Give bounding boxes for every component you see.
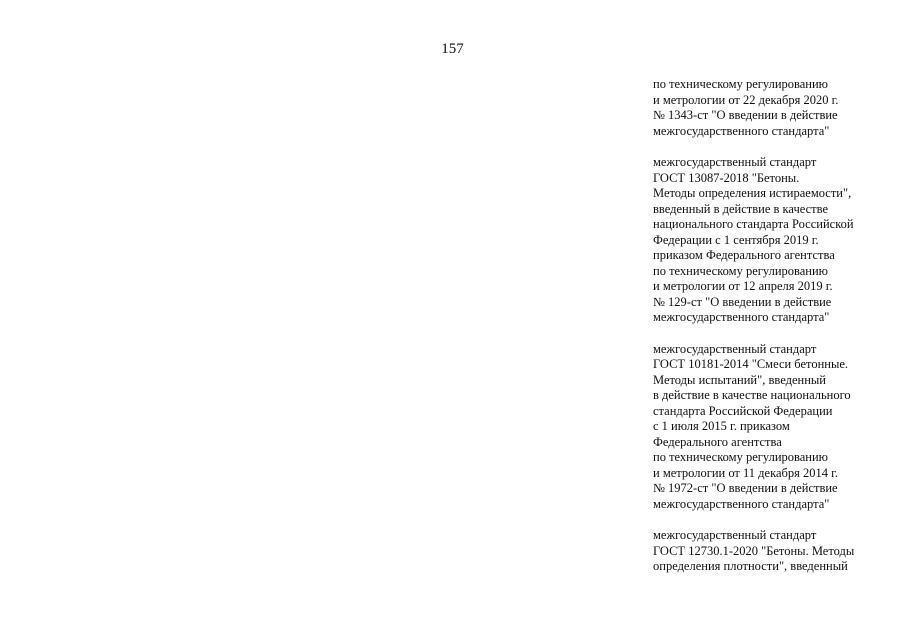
text-line: введенный в действие в качестве: [653, 201, 829, 216]
text-line: ГОСТ 12730.1-2020 "Бетоны. Методы: [653, 543, 855, 558]
text-line: № 1343-ст "О введении в действие: [653, 108, 838, 122]
text-line: межгосударственного стандарта": [653, 310, 830, 324]
text-line: Методы определения истираемости",: [653, 186, 852, 200]
text-line: ГОСТ 13087-2018 "Бетоны.: [653, 170, 800, 185]
text-line: в действие в качестве национального: [653, 388, 851, 402]
text-block-3: [653, 342, 893, 513]
text-line: межгосударственный стандарт: [653, 341, 817, 356]
page-number: 157: [441, 41, 464, 57]
text-line: межгосударственный стандарт: [653, 528, 817, 542]
text-block-1: [653, 77, 893, 139]
text-line: стандарта Российской Федерации: [653, 403, 833, 418]
text-column: [653, 77, 893, 591]
text-line: и метрологии от 11 декабря 2014 г.: [653, 465, 838, 480]
text-line: межгосударственный стандарт: [653, 155, 817, 169]
text-line: по техническому регулированию: [653, 450, 829, 464]
text-line: № 129-ст "О введении в действие: [653, 294, 832, 309]
text-line: Федерации с 1 сентября 2019 г.: [653, 232, 819, 247]
text-line: с 1 июля 2015 г. приказом: [653, 419, 790, 433]
text-line: и метрологии от 12 апреля 2019 г.: [653, 279, 833, 293]
text-line: по техническому регулированию: [653, 263, 829, 278]
text-line: ГОСТ 10181-2014 "Смеси бетонные.: [653, 357, 849, 371]
text-block-2: [653, 155, 893, 326]
text-line: № 1972-ст "О введении в действие: [653, 481, 838, 495]
text-block-4: [653, 528, 893, 575]
text-line: национального стандарта Российской: [653, 217, 854, 231]
text-line: межгосударственного стандарта": [653, 496, 830, 511]
text-line: и метрологии от 22 декабря 2020 г.: [653, 92, 839, 107]
text-line: определения плотности", введенный: [653, 559, 848, 573]
text-line: Методы испытаний", введенный: [653, 372, 826, 387]
text-line: приказом Федерального агентства: [653, 248, 835, 262]
text-line: по техническому регулированию: [653, 77, 829, 91]
text-line: Федерального агентства: [653, 434, 782, 449]
text-line: межгосударственного стандарта": [653, 123, 830, 138]
